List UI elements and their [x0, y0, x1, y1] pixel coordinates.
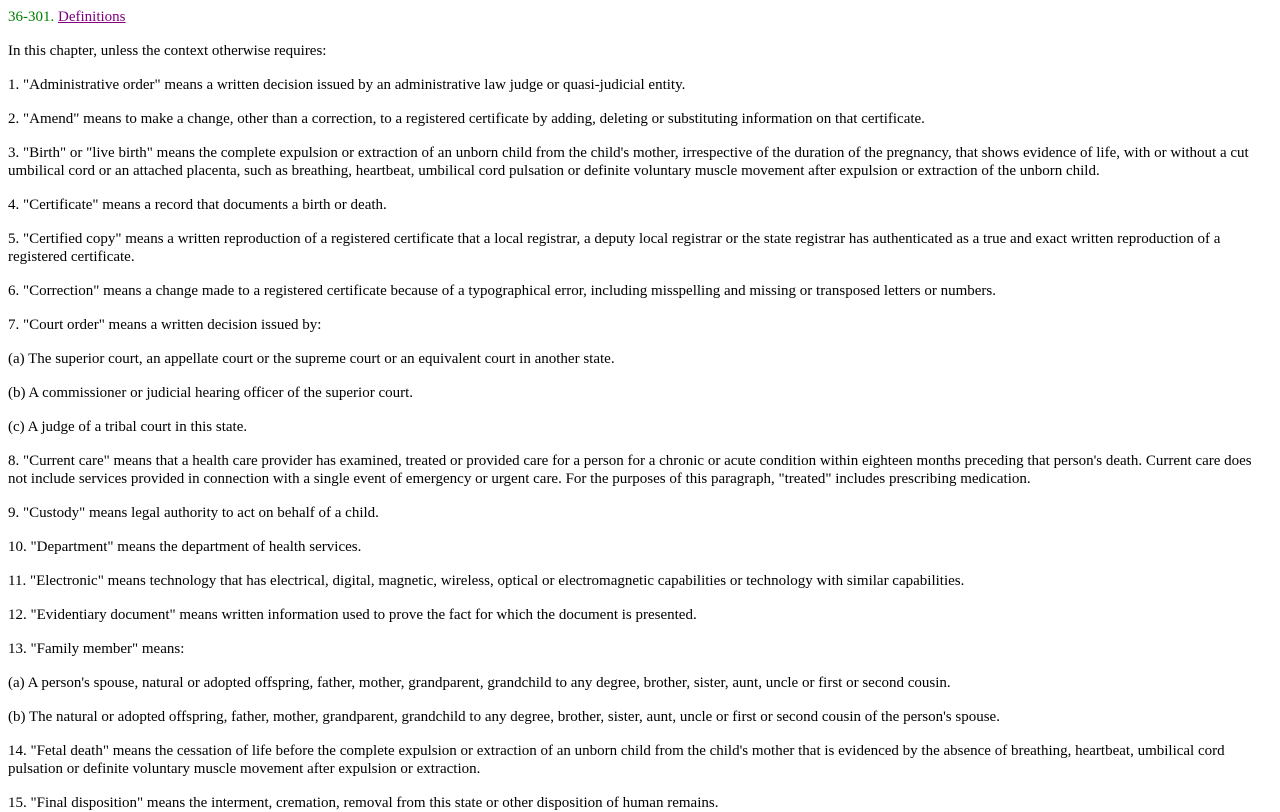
definition-paragraph: (a) The superior court, an appellate court or the supreme court or an equivalent court in another state.	[8, 351, 615, 367]
definition-paragraph: 6. "Correction" means a change made to a registered certificate because of a typographical error, including misspelling and missing or transposed letters or numbers.	[8, 283, 996, 299]
definition-paragraph: 4. "Certificate" means a record that documents a birth or death.	[8, 197, 387, 213]
definition-paragraph: 15. "Final disposition" means the interment, cremation, removal from this state or other disposition of human remains.	[8, 795, 719, 811]
definition-paragraph: (a) A person's spouse, natural or adopted offspring, father, mother, grandparent, grandchild to any degree, brother, sister, aunt, uncle or first or second cousin.	[8, 675, 951, 691]
section-heading	[8, 8, 1272, 26]
definition-paragraph: 1. "Administrative order" means a written decision issued by an administrative law judge or quasi-judicial entity.	[8, 77, 686, 93]
section-number: 36-301.	[8, 9, 55, 25]
definition-paragraph: 5. "Certified copy" means a written reproduction of a registered certificate that a local registrar, a deputy local registrar or the state registrar has authenticated as a true and exact written reproduction of a registered certificate.	[8, 231, 1221, 265]
definition-paragraph: 7. "Court order" means a written decision issued by:	[8, 317, 322, 333]
definition-paragraph: 11. "Electronic" means technology that has electrical, digital, magnetic, wireless, optical or electromagnetic capabilities or technology with similar capabilities.	[8, 573, 965, 589]
definition-paragraph: 3. "Birth" or "live birth" means the complete expulsion or extraction of an unborn child from the child's mother, irrespective of the duration of the pregnancy, that shows evidence of life, with or without a cut umbilical cord or an attached placenta, such as breathing, heartbeat, umbilical cord pulsation or definite voluntary muscle movement after expulsion or extraction of the unborn child.	[8, 145, 1249, 179]
definitions-list	[8, 76, 1272, 812]
definition-paragraph: 14. "Fetal death" means the cessation of life before the complete expulsion or extraction of an unborn child from the child's mother that is evidenced by the absence of breathing, heartbeat, umbilical cord pulsation or definite voluntary muscle movement after expulsion or extraction.	[8, 743, 1225, 777]
definition-paragraph: 9. "Custody" means legal authority to act on behalf of a child.	[8, 505, 379, 521]
definition-paragraph: (b) A commissioner or judicial hearing officer of the superior court.	[8, 385, 414, 401]
definition-paragraph: 13. "Family member" means:	[8, 641, 185, 657]
definition-paragraph: 10. "Department" means the department of health services.	[8, 539, 362, 555]
definition-paragraph: 8. "Current care" means that a health care provider has examined, treated or provided care for a person for a chronic or acute condition within eighteen months preceding that person's death. Current care does not include services provided in connection with a single event of emergency or urgent care. For the purposes of this paragraph, "treated" includes prescribing medication.	[8, 453, 1252, 487]
intro-text: In this chapter, unless the context otherwise requires:	[8, 43, 327, 59]
definition-paragraph: 2. "Amend" means to make a change, other than a correction, to a registered certificate by adding, deleting or substituting information on that certificate.	[8, 111, 925, 127]
definition-paragraph: (b) The natural or adopted offspring, father, mother, grandparent, grandchild to any degree, brother, sister, aunt, uncle or first or second cousin of the person's spouse.	[8, 709, 1000, 725]
definition-paragraph: 12. "Evidentiary document" means written information used to prove the fact for which the document is presented.	[8, 607, 697, 623]
definitions-link[interactable]: Definitions	[58, 9, 126, 25]
definition-paragraph: (c) A judge of a tribal court in this state.	[8, 419, 248, 435]
